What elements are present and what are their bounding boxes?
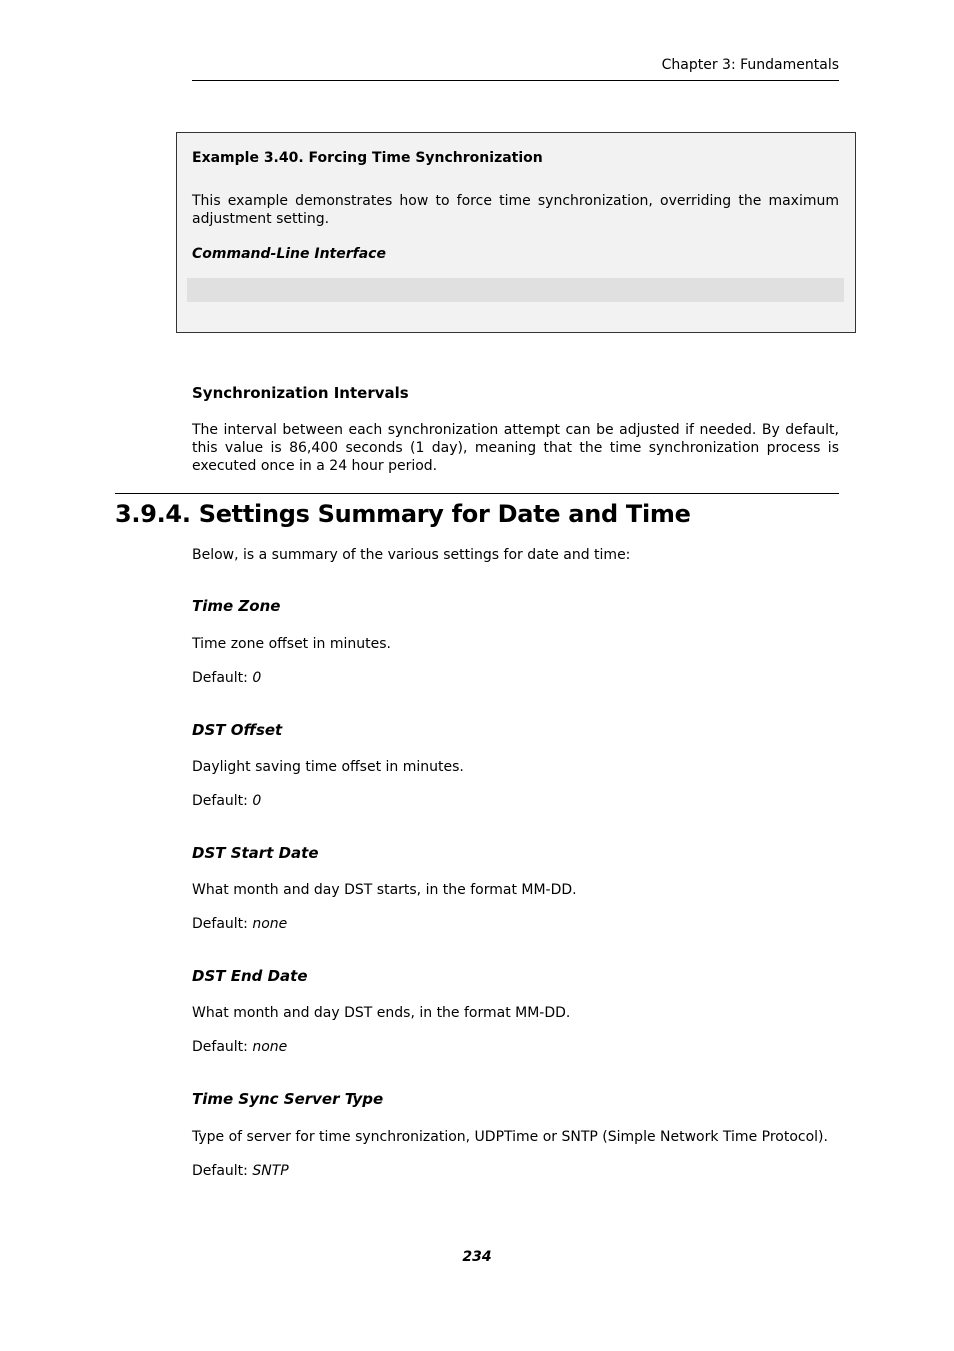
chapter-header: Chapter 3: Fundamentals [661,57,839,73]
sync-intervals-paragraph: The interval between each synchronization attempt can be adjusted if needed. By default, this value is 86,400 seconds (1 day), meaning that the time synchronization process is executed once in a 24 hour period. [192,422,839,474]
example-title: Example 3.40. Forcing Time Synchronization [192,150,543,166]
sync-intervals-heading: Synchronization Intervals [192,384,409,402]
setting-term: Time Zone [192,597,281,615]
setting-default [192,792,261,810]
default-value: SNTP [252,1163,289,1179]
setting-description: Daylight saving time offset in minutes. [192,759,464,775]
code-block [187,278,844,302]
setting-term: DST Offset [192,721,283,739]
default-value: none [252,916,288,932]
section-intro: Below, is a summary of the various settings for date and time: [192,547,631,563]
section-heading: 3.9.4. Settings Summary for Date and Time [115,500,691,528]
setting-description: What month and day DST starts, in the format MM-DD. [192,882,577,898]
setting-default [192,669,261,687]
header-divider [192,80,839,81]
default-label: Default: [192,670,253,686]
default-value: 0 [252,793,262,809]
setting-default [192,1162,289,1180]
default-label: Default: [192,1039,253,1055]
setting-description: What month and day DST ends, in the format MM-DD. [192,1005,571,1021]
default-label: Default: [192,1163,253,1179]
default-value: 0 [252,670,262,686]
setting-description: Type of server for time synchronization, UDPTime or SNTP (Simple Network Time Protocol). [192,1129,828,1145]
example-description: This example demonstrates how to force time synchronization, overriding the maximum adjustment setting. [192,193,839,227]
setting-term: DST Start Date [192,844,319,862]
setting-default [192,1038,287,1056]
default-label: Default: [192,916,253,932]
setting-description: Time zone offset in minutes. [192,636,391,652]
cli-label: Command-Line Interface [192,246,386,262]
setting-term: Time Sync Server Type [192,1090,384,1108]
default-label: Default: [192,793,253,809]
setting-term: DST End Date [192,967,308,985]
setting-default [192,915,287,933]
section-divider [115,493,839,494]
page-number: 234 [462,1249,492,1265]
default-value: none [252,1039,288,1055]
